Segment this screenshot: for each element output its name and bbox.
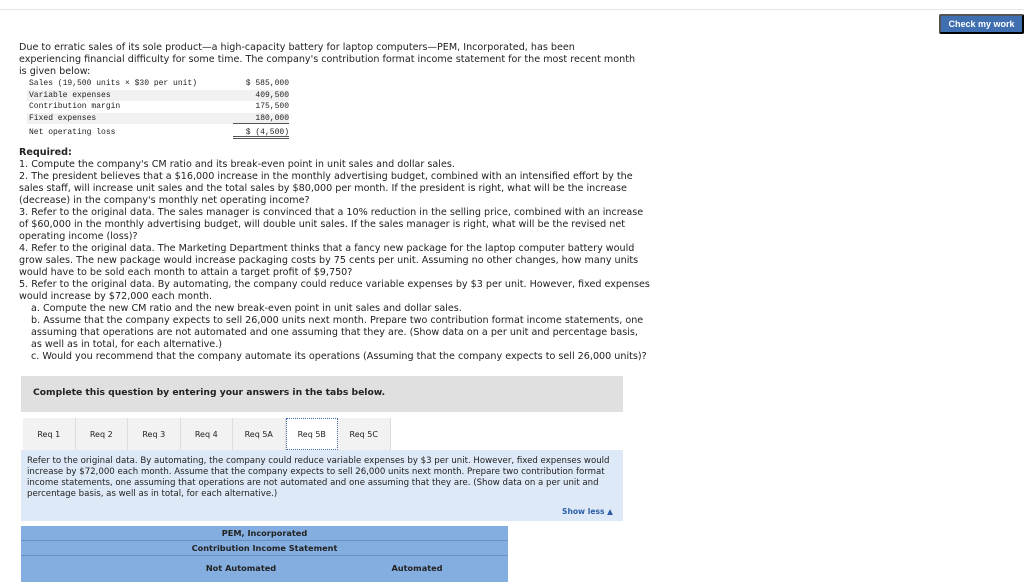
required-item: 4. Refer to the original data. The Marketing Department thinks that a fancy new package for the laptop computer battery would grow sales. The new package would increase packaging costs by 75 cents per unit. Assuming no other changes, how many units would have to be sold each month to attain a target profit of $9,750? xyxy=(19,243,639,278)
statement-row xyxy=(27,90,289,102)
required-subitem: a. Compute the new CM ratio and the new break-even point in unit sales and dollar sales. xyxy=(31,303,462,314)
automated-header: Automated xyxy=(391,563,443,573)
tab-req-5b[interactable]: Req 5B xyxy=(286,418,339,450)
table-title: Contribution Income Statement xyxy=(21,541,508,556)
row-amount: 180,000 xyxy=(233,113,289,125)
row-label: Variable expenses xyxy=(29,90,111,100)
table-company: PEM, Incorporated xyxy=(21,526,508,541)
tab-req-2[interactable]: Req 2 xyxy=(76,418,129,450)
row-amount: 409,500 xyxy=(255,90,289,100)
top-divider xyxy=(0,9,1024,10)
tab-req-4[interactable]: Req 4 xyxy=(181,418,234,450)
required-subitem: b. Assume that the company expects to sell 26,000 units next month. Prepare two contribution format income statements, one assuming that operations are not automated and one assuming that they are. (Show data on a per unit and percentage basis, as well as in total, for each alternative.) xyxy=(31,315,644,350)
row-amount: $ (4,500) xyxy=(233,127,289,139)
required-item: 3. Refer to the original data. The sales manager is convinced that a 10% reduction in the selling price, combined with an increase of $60,000 in the monthly advertising budget, will double unit sales. If the sales manager is right, what will be the revised net operating income (loss)? xyxy=(19,207,644,242)
row-amount: 175,500 xyxy=(255,102,289,111)
tab-req-5c[interactable]: Req 5C xyxy=(338,418,391,450)
blank-header xyxy=(21,556,156,582)
not-automated-header: Not Automated xyxy=(205,563,277,573)
tab-req-1[interactable]: Req 1 xyxy=(23,418,76,450)
row-label: Fixed expenses xyxy=(29,113,97,123)
required-title: Required: xyxy=(19,147,72,158)
instructions-text: Refer to the original data. By automating, the company could reduce variable expenses by $3 per unit. However, fixed expenses would increase by $72,000 each month. Assume that the company expects to sell 26,000 units next month. Prepare two contribution format income statements, one assuming that operations are not automated and one assuming that they are. (Show data on a per unit and percentage basis, as well as in total, for each alternative.) xyxy=(27,456,610,499)
check-my-work-button[interactable]: Check my work xyxy=(939,14,1024,34)
required-item: 5. Refer to the original data. By automating, the company could reduce variable expenses by $3 per unit. However, fixed expenses would increase by $72,000 each month. xyxy=(19,279,650,302)
statement-row xyxy=(27,101,289,113)
table-column-headers xyxy=(21,556,508,582)
statement-row xyxy=(27,113,289,125)
row-label: Sales (19,500 units × $30 per unit) xyxy=(29,79,198,88)
tab-req-3[interactable]: Req 3 xyxy=(128,418,181,450)
contribution-statement-table xyxy=(21,526,508,582)
required-item: 1. Compute the company's CM ratio and its break-even point in unit sales and dollar sales. xyxy=(19,159,455,170)
required-item: 2. The president believes that a $16,000 increase in the monthly advertising budget, combined with an intensified effort by the sales staff, will increase unit sales and the total sales by $80,000 per month. If the president is right, what will be the increase (decrease) in the company's monthly net operating income? xyxy=(19,171,633,206)
row-amount: $ 585,000 xyxy=(245,79,289,88)
row-label: Net operating loss xyxy=(29,128,116,137)
instructions-banner: Complete this question by entering your answers in the tabs below. xyxy=(21,376,623,412)
required-section xyxy=(19,147,651,363)
required-subitem: c. Would you recommend that the company automate its operations (Assuming that the company expects to sell 26,000 units)? xyxy=(31,351,647,362)
tab-req-5a[interactable]: Req 5A xyxy=(233,418,286,450)
statement-row xyxy=(27,78,289,90)
tab-instructions xyxy=(21,450,623,521)
row-label: Contribution margin xyxy=(29,102,121,111)
income-statement xyxy=(27,78,289,139)
show-less-link[interactable]: Show less ▲ xyxy=(561,507,613,516)
req-tabs xyxy=(23,418,391,450)
statement-row xyxy=(27,127,289,139)
problem-intro: Due to erratic sales of its sole product—a high-capacity battery for laptop computers—PEM, Incorporated, has been experiencing financial difficulty for some time. The company's contribution format income statement for the most recent month is given below: xyxy=(19,42,636,77)
